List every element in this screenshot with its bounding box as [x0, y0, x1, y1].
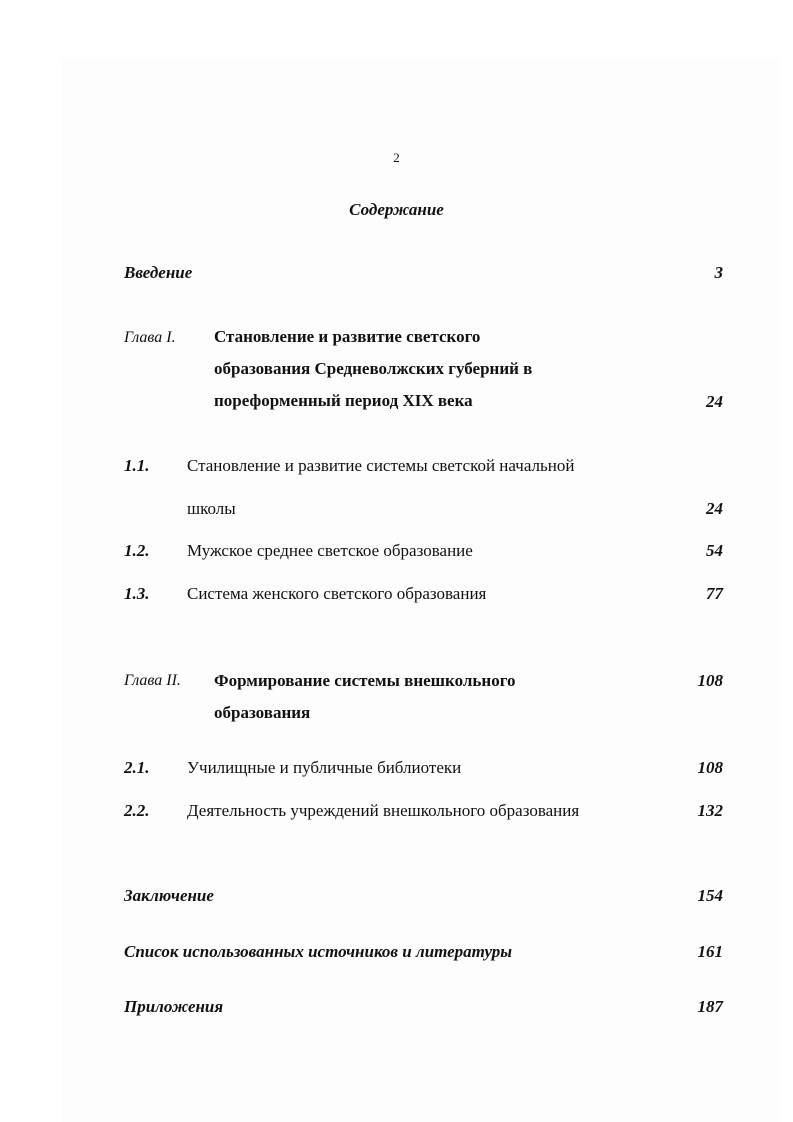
- chapter-2-label: Глава II.: [124, 672, 181, 689]
- chapter-1-title-line: Становление и развитие светского: [214, 327, 481, 346]
- section-1-2-number: 1.2.: [124, 541, 150, 560]
- section-2-2-text: Деятельность учреждений внешкольного образования: [187, 801, 580, 820]
- section-1-1-number: 1.1.: [124, 456, 150, 475]
- chapter-1-page: 24: [706, 392, 723, 411]
- toc-entry-conclusion-label: Заключение: [124, 886, 214, 905]
- section-2-1-page: 108: [697, 758, 723, 777]
- section-2-1-number: 2.1.: [124, 758, 150, 777]
- section-2-1-text: Училищные и публичные библиотеки: [187, 758, 462, 777]
- section-1-2-text: Мужское среднее светское образование: [187, 541, 473, 560]
- chapter-1-title: [214, 321, 532, 417]
- toc-entry-sources-label: Список использованных источников и литературы: [124, 942, 513, 961]
- toc-entry-conclusion-page: 154: [697, 886, 723, 905]
- chapter-2-title: [214, 665, 516, 729]
- chapter-1-label: Глава I.: [124, 329, 176, 346]
- section-1-1-text: Становление и развитие системы светской начальной: [187, 456, 575, 475]
- section-1-1-page: 24: [706, 499, 723, 518]
- section-1-3-page: 77: [706, 584, 723, 603]
- section-2-2-page: 132: [697, 801, 723, 820]
- toc-entry-appendices-label: Приложения: [124, 997, 224, 1016]
- section-1-3-number: 1.3.: [124, 584, 150, 603]
- toc-entry-sources-page: 161: [697, 942, 723, 961]
- toc-entry-appendices-page: 187: [697, 997, 723, 1016]
- chapter-1-title-line: пореформенный период XIX века: [214, 391, 473, 410]
- toc-entry-introduction-page: 3: [714, 263, 723, 282]
- chapter-2-page: 108: [697, 671, 723, 690]
- section-1-1-text-continued: школы: [187, 499, 236, 518]
- section-2-2-number: 2.2.: [124, 801, 150, 820]
- section-1-3-text: Система женского светского образования: [187, 584, 487, 603]
- chapter-2-title-line: образования: [214, 703, 311, 722]
- section-1-2-page: 54: [706, 541, 723, 560]
- chapter-2-title-line: Формирование системы внешкольного: [214, 671, 516, 690]
- page-number: 2: [393, 150, 400, 165]
- chapter-1-title-line: образования Средневолжских губерний в: [214, 359, 533, 378]
- toc-entry-introduction-label: Введение: [124, 263, 193, 282]
- page-title: Содержание: [349, 200, 444, 219]
